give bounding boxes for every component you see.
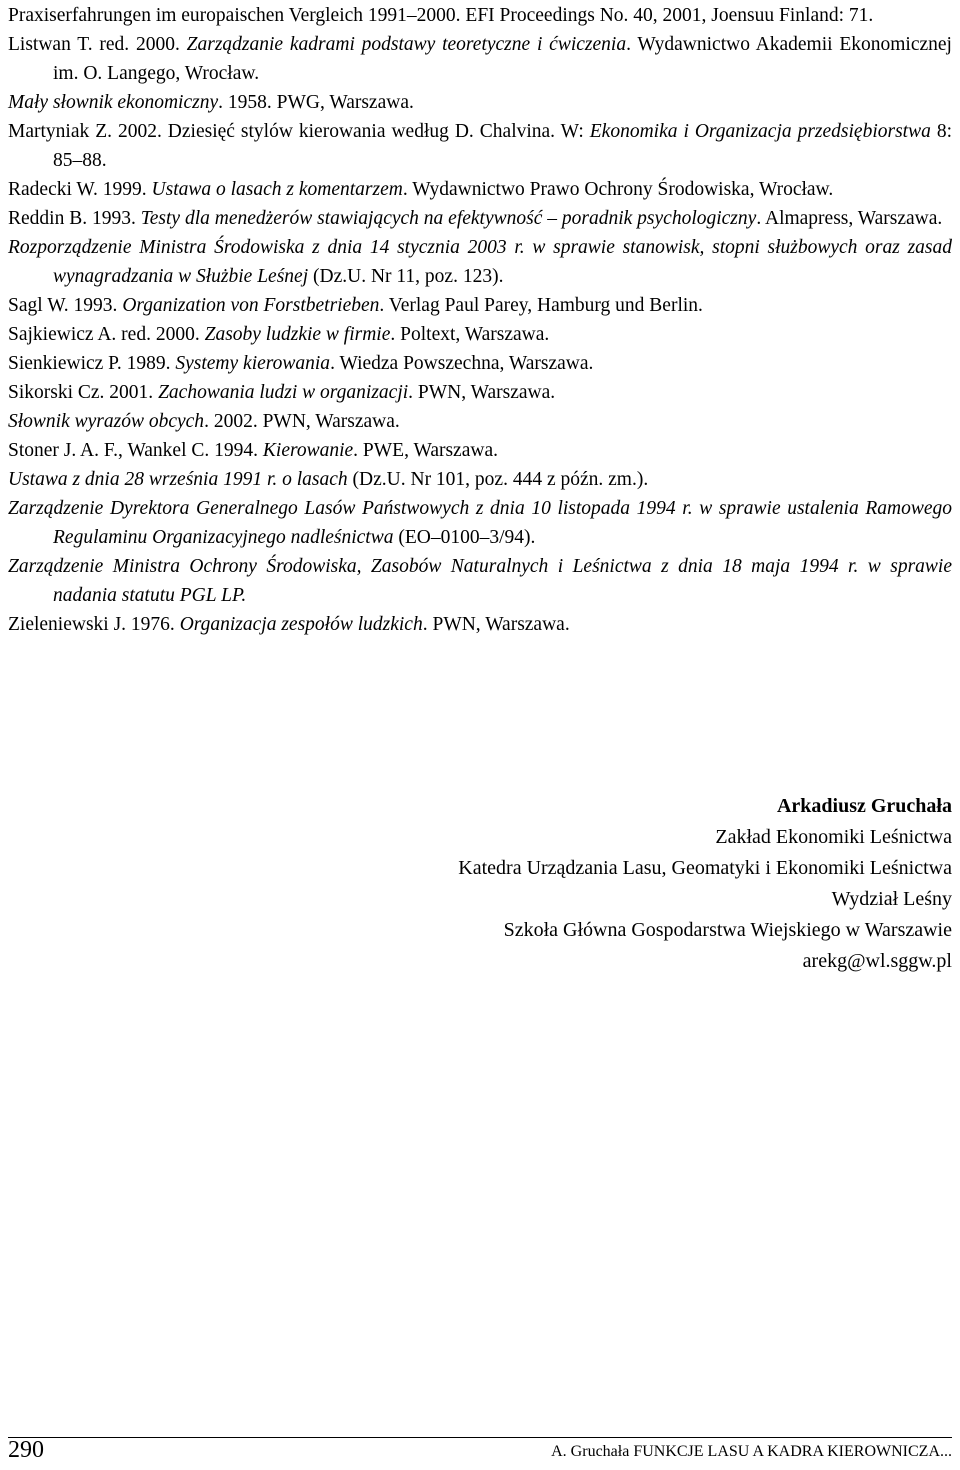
reference-text: Sikorski Cz. 2001. [8, 382, 159, 403]
reference-text: Sagl W. 1993. [8, 295, 123, 316]
reference-text: . PWE, Warszawa. [353, 440, 498, 461]
reference-entry [8, 552, 952, 610]
reference-text: Zieleniewski J. 1976. [8, 614, 180, 635]
reference-entry [8, 407, 952, 436]
reference-text: (EO–0100–3/94). [393, 527, 536, 548]
reference-title: Testy dla menedżerów stawiających na efektywność – poradnik psychologiczny [140, 208, 757, 229]
reference-text: . Wydawnictwo Prawo Ochrony Środowiska, Wrocław. [402, 179, 834, 200]
reference-text: . PWN, Warszawa. [422, 614, 570, 635]
reference-text: Reddin B. 1993. [8, 208, 141, 229]
page-number: 290 [8, 1437, 44, 1463]
reference-entry [8, 88, 952, 117]
reference-text: Sajkiewicz A. red. 2000. [8, 324, 205, 345]
reference-entry [8, 1, 952, 30]
reference-text: . Wydawnictwo Akademii Ekonomicznej im. O. Langego, Wrocław. [53, 34, 952, 84]
reference-text: Radecki W. 1999. [8, 179, 152, 200]
reference-title: Zarządzenie Dyrektora Generalnego Lasów Państwowych z dnia 10 listopada 1994 r. w sprawie ustalenia Ramowego Regulaminu Organizacyjnego nadleśnictwa [8, 498, 952, 548]
footer-rule [8, 1437, 952, 1438]
reference-text: . PWN, Warszawa. [408, 382, 556, 403]
reference-title: Ekonomika i Organizacja przedsiębiorstwa [589, 121, 931, 142]
reference-entry [8, 378, 952, 407]
reference-title: Systemy kierowania [175, 353, 331, 374]
reference-entry [8, 291, 952, 320]
reference-text: (Dz.U. Nr 11, poz. 123). [308, 266, 504, 287]
reference-text: . 2002. PWN, Warszawa. [204, 411, 400, 432]
reference-text: Stoner J. A. F., Wankel C. 1994. [8, 440, 263, 461]
reference-entry [8, 610, 952, 639]
reference-text: . Almapress, Warszawa. [756, 208, 943, 229]
author-university: Szkoła Główna Gospodarstwa Wiejskiego w Warszawie [503, 919, 952, 941]
reference-title: Słownik wyrazów obcych [8, 411, 205, 432]
author-name: Arkadiusz Gruchała [776, 795, 952, 817]
reference-text: Listwan T. red. 2000. [8, 34, 187, 55]
reference-title: Rozporządzenie Ministra Środowiska z dnia 14 stycznia 2003 r. w sprawie stanowisk, stopni służbowych oraz zasad wynagradzania w Służbie Leśnej [8, 237, 952, 287]
reference-text: Martyniak Z. 2002. Dziesięć stylów kierowania według D. Chalvina. W: [8, 121, 590, 142]
reference-entry [8, 349, 952, 378]
reference-entry [8, 175, 952, 204]
author-faculty: Wydział Leśny [831, 888, 952, 910]
running-head: A. Gruchała FUNKCJE LASU A KADRA KIEROWNICZA... [551, 1443, 952, 1460]
reference-text: 8: 85–88. [53, 121, 952, 171]
reference-title: Organization von Forstbetrieben [122, 295, 380, 316]
reference-entry [8, 465, 952, 494]
author-email[interactable]: arekg@wl.sggw.pl [802, 950, 952, 972]
reference-title: Ustawa o lasach z komentarzem [151, 179, 403, 200]
reference-entry [8, 204, 952, 233]
reference-title: Zarządzenie Ministra Ochrony Środowiska, Zasobów Naturalnych i Leśnictwa z dnia 18 maja 1994 r. w sprawie nadania statutu PGL LP. [8, 556, 952, 606]
reference-text: (Dz.U. Nr 101, poz. 444 z późn. zm.). [347, 469, 649, 490]
reference-title: Ustawa z dnia 28 września 1991 r. o lasach [8, 469, 348, 490]
reference-entry [8, 233, 952, 291]
reference-title: Zarządzanie kadrami podstawy teoretyczne i ćwiczenia [186, 34, 627, 55]
author-department: Zakład Ekonomiki Leśnictwa [715, 826, 952, 848]
reference-title: Zachowania ludzi w organizacji [158, 382, 409, 403]
reference-entry [8, 320, 952, 349]
reference-text: Sienkiewicz P. 1989. [8, 353, 176, 374]
reference-title: Zasoby ludzkie w firmie [204, 324, 391, 345]
reference-title: Mały słownik ekonomiczny [8, 92, 219, 113]
reference-title: Kierowanie [262, 440, 354, 461]
reference-entry [8, 30, 952, 88]
author-chair: Katedra Urządzania Lasu, Geomatyki i Ekonomiki Leśnictwa [458, 857, 952, 879]
reference-entry [8, 436, 952, 465]
reference-text: . 1958. PWG, Warszawa. [218, 92, 414, 113]
reference-entry [8, 494, 952, 552]
reference-text: Praxiserfahrungen im europaischen Vergleich 1991–2000. EFI Proceedings No. 40, 2001, Joensuu Finland: 71. [8, 5, 874, 26]
reference-entry [8, 117, 952, 175]
author-affiliation [458, 791, 952, 977]
reference-text: . Wiedza Powszechna, Warszawa. [330, 353, 594, 374]
reference-title: Organizacja zespołów ludzkich [179, 614, 423, 635]
reference-list [8, 1, 952, 639]
reference-text: . Verlag Paul Parey, Hamburg und Berlin. [379, 295, 703, 316]
reference-text: . Poltext, Warszawa. [390, 324, 550, 345]
